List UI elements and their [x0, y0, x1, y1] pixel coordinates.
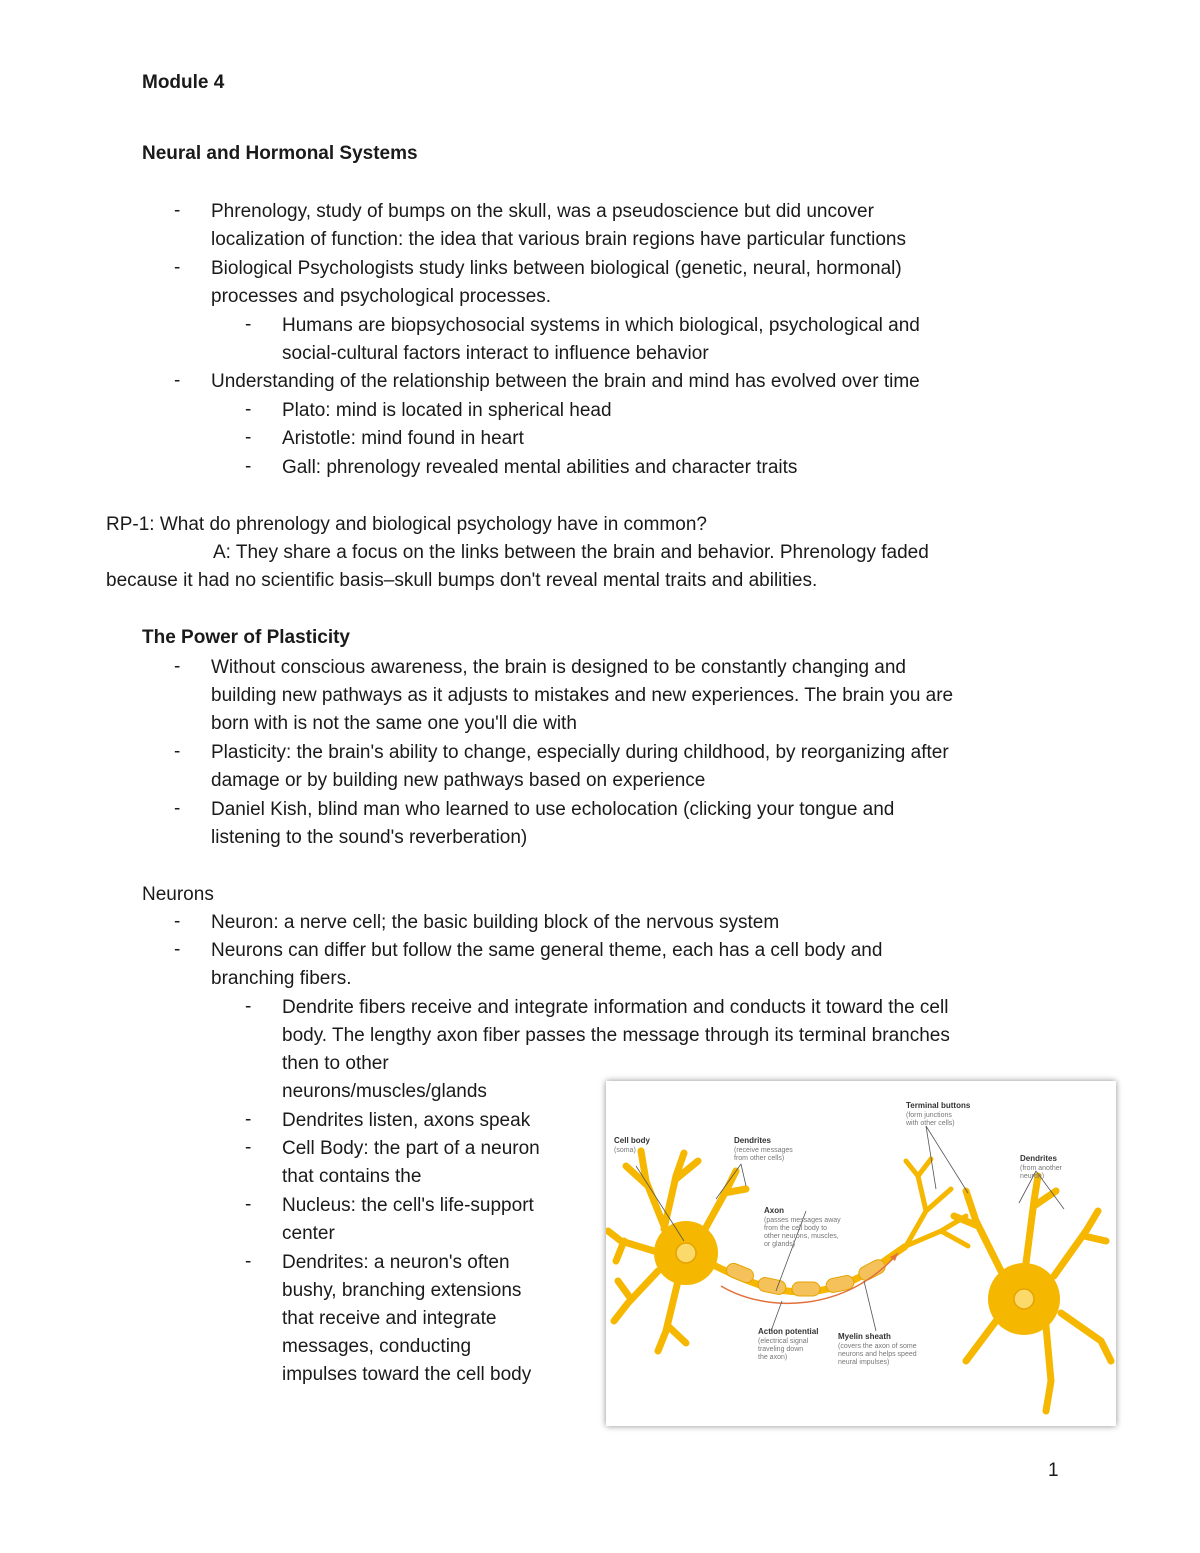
neuron-illustration — [606, 1081, 1116, 1426]
bullet-text: Dendrite fibers receive and integrate information and conducts it toward the cell — [282, 997, 949, 1018]
myelin-sheath-sublabel: (covers the axon of some — [838, 1343, 917, 1350]
rp1-question: RP-1: What do phrenology and biological psychology have in common? — [106, 514, 707, 535]
bullet-dash: - — [174, 656, 181, 677]
bullet-text: branching fibers. — [211, 968, 352, 989]
bullet-text: that contains the — [282, 1166, 422, 1187]
bullet-dash: - — [174, 911, 181, 932]
bullet-dash: - — [174, 741, 181, 762]
bullet-text: Neurons can differ but follow the same general theme, each has a cell body and — [211, 940, 883, 961]
bullet-text: born with is not the same one you'll die with — [211, 713, 577, 734]
action-potential-sublabel: the axon) — [758, 1354, 788, 1361]
bullet-text: building new pathways as it adjusts to mistakes and new experiences. The brain you are — [211, 685, 954, 706]
bullet-dash: - — [174, 939, 181, 960]
bullet-text: localization of function: the idea that various brain regions have particular functions — [211, 229, 906, 250]
bullet-text: Neuron: a nerve cell; the basic building block of the nervous system — [211, 912, 780, 933]
section-title-neural-hormonal: Neural and Hormonal Systems — [142, 143, 418, 164]
nucleus-shape — [1014, 1289, 1034, 1309]
bullet-dash: - — [174, 257, 181, 278]
bullet-text: damage or by building new pathways based on experience — [211, 770, 706, 791]
bullet-dash: - — [245, 1251, 252, 1272]
cell-body-label: Cell body — [614, 1136, 651, 1145]
action-potential-sublabel: traveling down — [758, 1346, 804, 1353]
bullet-dash: - — [245, 456, 252, 477]
bullet-dash: - — [245, 996, 252, 1017]
bullet-dash: - — [245, 1109, 252, 1130]
bullet-text: Plato: mind is located in spherical head — [282, 400, 612, 421]
dendrites-sublabel: (receive messages — [734, 1147, 793, 1154]
bullet-text: neurons/muscles/glands — [282, 1081, 487, 1102]
bullet-dash: - — [245, 1137, 252, 1158]
bullet-text: listening to the sound's reverberation) — [211, 827, 528, 848]
bullet-text: body. The lengthy axon fiber passes the message through its terminal branches — [282, 1025, 950, 1046]
terminal-buttons-label: Terminal buttons — [906, 1101, 971, 1110]
terminal-buttons-sublabel: with other cells) — [906, 1120, 955, 1127]
bullet-text: messages, conducting — [282, 1336, 472, 1357]
bullet-text: Phrenology, study of bumps on the skull, was a pseudoscience but did uncover — [211, 201, 874, 222]
bullet-text: social-cultural factors interact to influence behavior — [282, 343, 709, 364]
bullet-text: Cell Body: the part of a neuron — [282, 1138, 540, 1159]
bullet-dash: - — [174, 200, 181, 221]
bullet-text: Nucleus: the cell's life-support — [282, 1195, 534, 1216]
myelin-sheath-shape — [724, 1257, 887, 1296]
bullet-text: Plasticity: the brain's ability to change, especially during childhood, by reorganizing after — [211, 742, 949, 763]
bullet-dash: - — [174, 798, 181, 819]
myelin-sheath-sublabel: neural impulses) — [838, 1359, 890, 1366]
bullet-dash: - — [174, 370, 181, 391]
bullet-text: Dendrites: a neuron's often — [282, 1252, 510, 1273]
bullet-text: bushy, branching extensions — [282, 1280, 522, 1301]
bullet-text: Dendrites listen, axons speak — [282, 1110, 531, 1131]
rp1-answer: A: They share a focus on the links between the brain and behavior. Phrenology faded — [213, 542, 929, 563]
terminal-branches-shape — [906, 1159, 968, 1246]
bullet-text: center — [282, 1223, 335, 1244]
action-potential-label: Action potential — [758, 1327, 819, 1336]
dendrites-other-label: Dendrites — [1020, 1154, 1057, 1163]
bullet-dash: - — [245, 427, 252, 448]
cell-body-sublabel: (soma) — [614, 1147, 636, 1154]
bullet-text: impulses toward the cell body — [282, 1364, 532, 1385]
bullet-text: Humans are biopsychosocial systems in which biological, psychological and — [282, 315, 920, 336]
bullet-dash: - — [245, 314, 252, 335]
bullet-text: that receive and integrate — [282, 1308, 497, 1329]
dendrites-label: Dendrites — [734, 1136, 771, 1145]
bullet-text: Biological Psychologists study links between biological (genetic, neural, hormonal) — [211, 258, 902, 279]
section-title-neurons: Neurons — [142, 884, 214, 905]
axon-sublabel: or glands) — [764, 1241, 796, 1248]
bullet-dash: - — [245, 399, 252, 420]
axon-sublabel: other neurons, muscles, — [764, 1233, 839, 1240]
bullet-dash: - — [245, 1194, 252, 1215]
module-title: Module 4 — [142, 72, 225, 93]
dendrites-sublabel: from other cells) — [734, 1155, 785, 1162]
axon-sublabel: from the cell body to — [764, 1225, 828, 1232]
myelin-sheath-label: Myelin sheath — [838, 1332, 891, 1341]
bullet-text: Without conscious awareness, the brain is designed to be constantly changing and — [211, 657, 906, 678]
page-number: 1 — [1048, 1460, 1059, 1481]
bullet-text: Understanding of the relationship between the brain and mind has evolved over time — [211, 371, 920, 392]
neuron-diagram — [606, 1081, 1116, 1426]
dendrites-other-sublabel: (from another — [1020, 1165, 1063, 1172]
section-title-plasticity: The Power of Plasticity — [142, 627, 350, 648]
nucleus-shape — [676, 1243, 696, 1263]
bullet-text: then to other — [282, 1053, 389, 1074]
dendrites-other-sublabel: neuron) — [1020, 1173, 1045, 1180]
axon-sublabel: (passes messages away — [764, 1217, 841, 1224]
bullet-text: Daniel Kish, blind man who learned to use echolocation (clicking your tongue and — [211, 799, 895, 820]
bullet-text: Gall: phrenology revealed mental abilities and character traits — [282, 457, 798, 478]
bullet-text: Aristotle: mind found in heart — [282, 428, 524, 449]
axon-label: Axon — [764, 1206, 784, 1215]
rp1-answer-continued: because it had no scientific basis–skull bumps don't reveal mental traits and abilities. — [106, 570, 818, 591]
bullet-text: processes and psychological processes. — [211, 286, 552, 307]
terminal-buttons-sublabel: (form junctions — [906, 1112, 952, 1119]
myelin-sheath-sublabel: neurons and helps speed — [838, 1351, 917, 1358]
action-potential-sublabel: (electrical signal — [758, 1338, 809, 1345]
